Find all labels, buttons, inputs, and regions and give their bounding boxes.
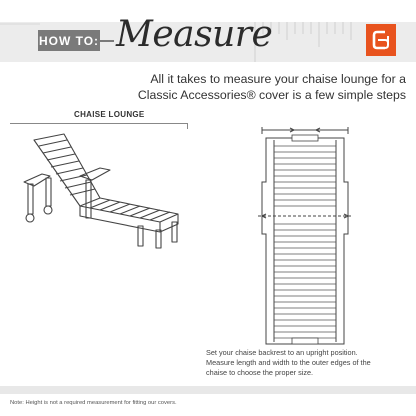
instruction-line-3: chaise to choose the proper size. [206,368,314,377]
footer-note: Note: Height is not a required measurement for fitting our covers. [10,400,177,406]
heading-rule-tick [187,123,188,129]
how-to-label: HOW TO: [38,30,100,51]
instruction-line-1: Set your chaise backrest to an upright position. [206,348,358,357]
how-to-connector [100,40,114,42]
instruction-line-2: Measure length and width to the outer edges of the [206,358,371,367]
heading-rule [10,123,187,124]
chaise-lounge-heading: CHAISE LOUNGE [74,110,145,119]
classic-accessories-logo-icon [366,24,396,56]
chaise-side-illustration [20,130,190,250]
page-title: Measure [116,14,273,55]
measure-instructions [206,348,406,378]
intro-line-1: All it takes to measure your chaise lounge for a [150,72,406,86]
chaise-top-view-illustration [252,126,362,348]
intro-line-2: Classic Accessories® cover is a few simple steps [137,88,406,102]
intro-text [120,71,406,103]
footer-band [0,386,416,394]
